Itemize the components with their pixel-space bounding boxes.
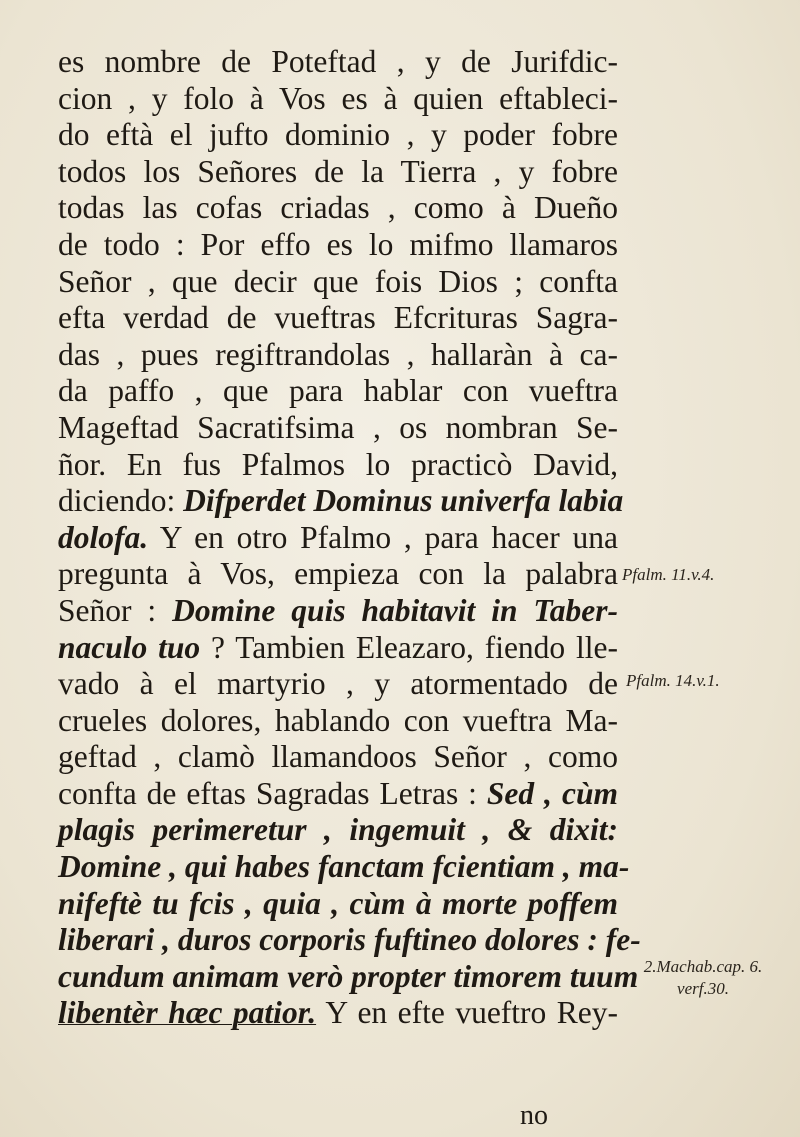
text-line-4: todos los Señores de la Tierra , y fobre — [58, 153, 618, 189]
text-line-16 — [58, 593, 618, 630]
text-line-6: de todo : Por effo es lo mifmo llamaros — [58, 226, 618, 262]
text-line-3: do eftà el jufto dominio , y poder fobre — [58, 117, 618, 153]
text-line-22: plagis perimeretur , ingemuit , & dixit: — [58, 812, 618, 848]
text-line-17 — [58, 630, 618, 667]
text-line-5: todas las cofas criadas , como à Dueño — [58, 190, 618, 226]
text-line-7: Señor , que decir que fois Dios ; confta — [58, 263, 618, 299]
text-line-13-italic: Difperdet Dominus univerfa labia — [183, 483, 624, 519]
text-line-14 — [58, 520, 618, 557]
text-line-19: crueles dolores, hablando con vueftra Ma- — [58, 702, 618, 738]
text-line-16-roman: Señor : — [58, 592, 173, 628]
text-line-20: geftad , clamò llamandoos Señor , como — [58, 739, 618, 775]
catchword: no — [520, 1100, 548, 1131]
text-line-9: das , pues regiftrandolas , hallaràn à ca- — [58, 336, 618, 372]
text-line-10: da paffo , que para hablar con vueftra — [58, 373, 618, 409]
body-text — [58, 44, 641, 1032]
text-line-24: nifeftè tu fcis , quia , cùm à morte poffem — [58, 885, 618, 921]
margin-note-psalm-11: Pfalm. 11.v.4. — [622, 565, 715, 584]
text-line-8: efta verdad de vueftras Efcrituras Sagra- — [58, 300, 618, 336]
text-line-17-italic: naculo tuo — [58, 629, 201, 665]
text-line-21-roman: confta de eftas Sagradas Letras : — [58, 775, 487, 811]
text-line-27 — [58, 995, 618, 1032]
text-line-18: vado à el martyrio , y atormentado de — [58, 666, 618, 702]
text-line-21-italic: Sed , cùm — [486, 775, 618, 811]
text-line-17-roman: ? Tambien Eleazaro, fiendo lle- — [200, 629, 618, 665]
text-line-12: ñor. En fus Pfalmos lo practicò David, — [58, 446, 618, 482]
text-line-2: cion , y folo à Vos es à quien eftableci- — [58, 80, 618, 116]
text-line-26: cundum animam verò propter timorem tuum — [58, 958, 639, 994]
text-line-13 — [58, 483, 624, 520]
margin-note-maccabees: 2.Machab.cap. 6. verf.30. — [643, 957, 763, 998]
margin-note-psalm-14: Pfalm. 14.v.1. — [626, 671, 720, 690]
text-line-1: es nombre de Poteftad , y de Jurifdic- — [58, 44, 618, 79]
text-line-14-roman: Y en otro Pfalmo , para hacer una — [148, 519, 618, 555]
text-line-25: liberari , duros corporis fuftineo dolores : fe- — [58, 922, 641, 958]
text-line-13-roman: diciendo: — [58, 483, 184, 519]
text-line-27-italic: libentèr hæc patior. — [58, 995, 317, 1031]
text-line-23: Domine , qui habes fanctam fcientiam , ma- — [58, 849, 630, 885]
text-line-11: Mageftad Sacratifsima , os nombran Se- — [58, 409, 618, 445]
text-line-27-roman: Y en efte vueftro Rey- — [316, 995, 618, 1031]
text-line-14-italic: dolofa. — [58, 519, 149, 555]
text-line-16-italic: Domine quis habitavit in Taber- — [172, 592, 619, 628]
text-line-15: pregunta à Vos, empieza con la palabra — [58, 556, 618, 592]
text-line-21 — [58, 776, 618, 813]
